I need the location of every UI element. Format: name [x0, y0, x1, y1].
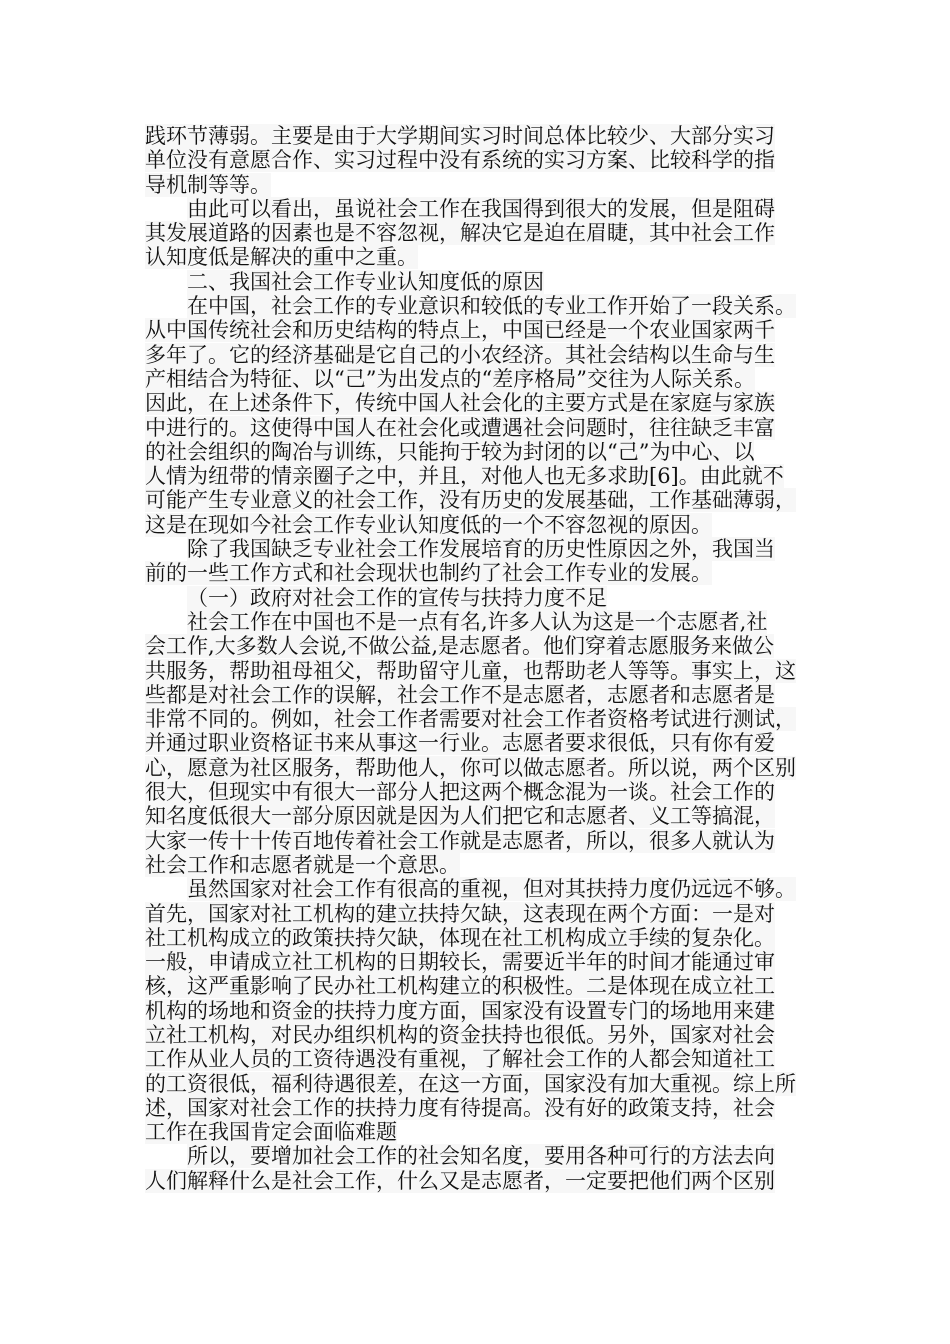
- text-line: [145, 950, 817, 974]
- text-line: [145, 513, 817, 537]
- text-line: [145, 926, 817, 950]
- text-line-content: 大家一传十十传百地传着社会工作就是志愿者，所以，很多人就认为: [145, 828, 775, 853]
- text-line: [145, 780, 817, 804]
- text-line: [145, 586, 817, 610]
- text-line-content: 其发展道路的因素也是不容忽视，解决它是迫在眉睫，其中社会工作: [145, 221, 775, 246]
- text-line-content: 些都是对社会工作的误解，社会工作不是志愿者，志愿者和志愿者是: [145, 682, 775, 707]
- text-line: [145, 659, 817, 683]
- text-line: [145, 270, 817, 294]
- text-line-content: 非常不同的。例如，社会工作者需要对社会工作者资格考试进行测试，: [145, 707, 796, 732]
- text-line-content: 的社会组织的陶冶与训练，只能拘于较为封闭的以“己”为中心、以: [145, 439, 755, 464]
- text-line-content: 立社工机构，对民办组织机构的资金扶持也很低。另外，国家对社会: [145, 1022, 775, 1047]
- text-line: [145, 853, 817, 877]
- text-line: [145, 294, 817, 318]
- text-line-content: 在中国，社会工作的专业意识和较低的专业工作开始了一段关系。: [187, 294, 796, 319]
- text-line-content: 首先，国家对社工机构的建立扶持欠缺，这表现在两个方面：一是对: [145, 901, 775, 926]
- text-line: [145, 877, 817, 901]
- text-line-content: 践环节薄弱。主要是由于大学期间实习时间总体比较少、大部分实习: [145, 124, 775, 148]
- text-line: [145, 197, 817, 221]
- text-line-content: 共服务，帮助祖母祖父，帮助留守儿童，也帮助老人等等。事实上，这: [145, 658, 796, 683]
- text-line: [145, 391, 817, 415]
- text-line-content: 的工资很低，福利待遇很差，在这一方面，国家没有加大重视。综上所: [145, 1071, 796, 1096]
- text-line-content: 人们解释什么是社会工作，什么又是志愿者，一定要把他们两个区别: [145, 1168, 775, 1193]
- text-line-content: 这是在现如今社会工作专业认知度低的一个不容忽视的原因。: [145, 512, 712, 537]
- text-line: [145, 999, 817, 1023]
- text-line-content: 所以，要增加社会工作的社会知名度，要用各种可行的方法去向: [187, 1144, 775, 1169]
- text-line-content: 会工作,大多数人会说,不做公益,是志愿者。他们穿着志愿服务来做公: [145, 634, 775, 659]
- text-line: [145, 221, 817, 245]
- text-line: [145, 902, 817, 926]
- text-line: [145, 464, 817, 488]
- text-line: [145, 1120, 817, 1144]
- text-line-content: 工作从业人员的工资待遇没有重视，了解社会工作的人都会知道社工: [145, 1047, 775, 1072]
- text-line-content: 前的一些工作方式和社会现状也制约了社会工作专业的发展。: [145, 561, 712, 586]
- text-line-content: 一般，申请成立社工机构的日期较长，需要近半年的时间才能通过审: [145, 950, 775, 975]
- text-line-content: 二、我国社会工作专业认知度低的原因: [187, 269, 544, 294]
- text-line: [145, 804, 817, 828]
- text-line: [145, 683, 817, 707]
- text-line-content: 导机制等等。: [145, 172, 271, 197]
- text-line-content: 由此可以看出，虽说社会工作在我国得到很大的发展，但是阻碍: [187, 196, 775, 221]
- text-line: [145, 537, 817, 561]
- text-line-content: 社工机构成立的政策扶持欠缺，体现在社工机构成立手续的复杂化。: [145, 925, 775, 950]
- text-line-content: 从中国传统社会和历史结构的特点上，中国已经是一个农业国家两千: [145, 318, 775, 343]
- text-line: [145, 148, 817, 172]
- text-line: [145, 318, 817, 342]
- text-line: [145, 1023, 817, 1047]
- text-line-content: 述，国家对社会工作的扶持力度有待提高。没有好的政策支持，社会: [145, 1095, 775, 1120]
- text-line-content: 虽然国家对社会工作有很高的重视，但对其扶持力度仍远远不够。: [187, 877, 796, 902]
- text-line: [145, 124, 817, 148]
- text-line-content: 心，愿意为社区服务，帮助他人，你可以做志愿者。所以说，两个区别: [145, 755, 796, 780]
- text-line-content: 社会工作和志愿者就是一个意思。: [145, 852, 460, 877]
- text-line-content: 认知度低是解决的重中之重。: [145, 245, 418, 270]
- text-line-content: 并通过职业资格证书来从事这一行业。志愿者要求很低，只有你有爱: [145, 731, 775, 756]
- text-line-content: 因此，在上述条件下，传统中国人社会化的主要方式是在家庭与家族: [145, 391, 775, 416]
- text-line: [145, 561, 817, 585]
- text-line: [145, 1096, 817, 1120]
- text-line-content: 可能产生专业意义的社会工作，没有历史的发展基础，工作基础薄弱，: [145, 488, 796, 513]
- text-line: [145, 343, 817, 367]
- text-line: [145, 416, 817, 440]
- text-line: [145, 488, 817, 512]
- text-line: [145, 829, 817, 853]
- text-line: [145, 440, 817, 464]
- text-line-content: 产相结合为特征、以“己”为出发点的“差序格局”交往为人际关系。: [145, 366, 755, 391]
- text-line-content: 知名度低很大一部分原因就是因为人们把它和志愿者、义工等搞混，: [145, 804, 775, 829]
- text-line: [145, 707, 817, 731]
- text-line: [145, 756, 817, 780]
- text-line-content: 除了我国缺乏专业社会工作发展培育的历史性原因之外，我国当: [187, 537, 775, 562]
- text-line: [145, 173, 817, 197]
- text-line-content: 很大，但现实中有很大一部分人把这两个概念混为一谈。社会工作的: [145, 780, 775, 805]
- text-line: [145, 634, 817, 658]
- text-line: [145, 1072, 817, 1096]
- text-line: [145, 1047, 817, 1071]
- text-line-content: 核，这严重影响了民办社工机构建立的积极性。二是体现在成立社工: [145, 974, 775, 999]
- text-line-content: 单位没有意愿合作、实习过程中没有系统的实习方案、比较科学的指: [145, 148, 775, 173]
- text-line: [145, 245, 817, 269]
- text-line: [145, 1144, 817, 1168]
- text-line-content: （一）政府对社会工作的宣传与扶持力度不足: [187, 585, 607, 610]
- text-line-content: 多年了。它的经济基础是它自己的小农经济。其社会结构以生命与生: [145, 342, 775, 367]
- text-line: [145, 367, 817, 391]
- text-line: [145, 1169, 817, 1193]
- text-line-content: 机构的场地和资金的扶持力度方面，国家没有设置专门的场地用来建: [145, 998, 775, 1023]
- text-line-content: 工作在我国肯定会面临难题: [145, 1120, 397, 1145]
- text-line-content: 人情为纽带的情亲圈子之中，并且，对他人也无多求助[6]。由此就不: [145, 464, 784, 489]
- document-page: [145, 124, 817, 1193]
- text-line: [145, 974, 817, 998]
- text-line-content: 中进行的。这使得中国人在社会化或遭遇社会问题时，往往缺乏丰富: [145, 415, 775, 440]
- text-line-content: 社会工作在中国也不是一点有名,许多人认为这是一个志愿者,社: [187, 609, 768, 634]
- text-line: [145, 731, 817, 755]
- text-line: [145, 610, 817, 634]
